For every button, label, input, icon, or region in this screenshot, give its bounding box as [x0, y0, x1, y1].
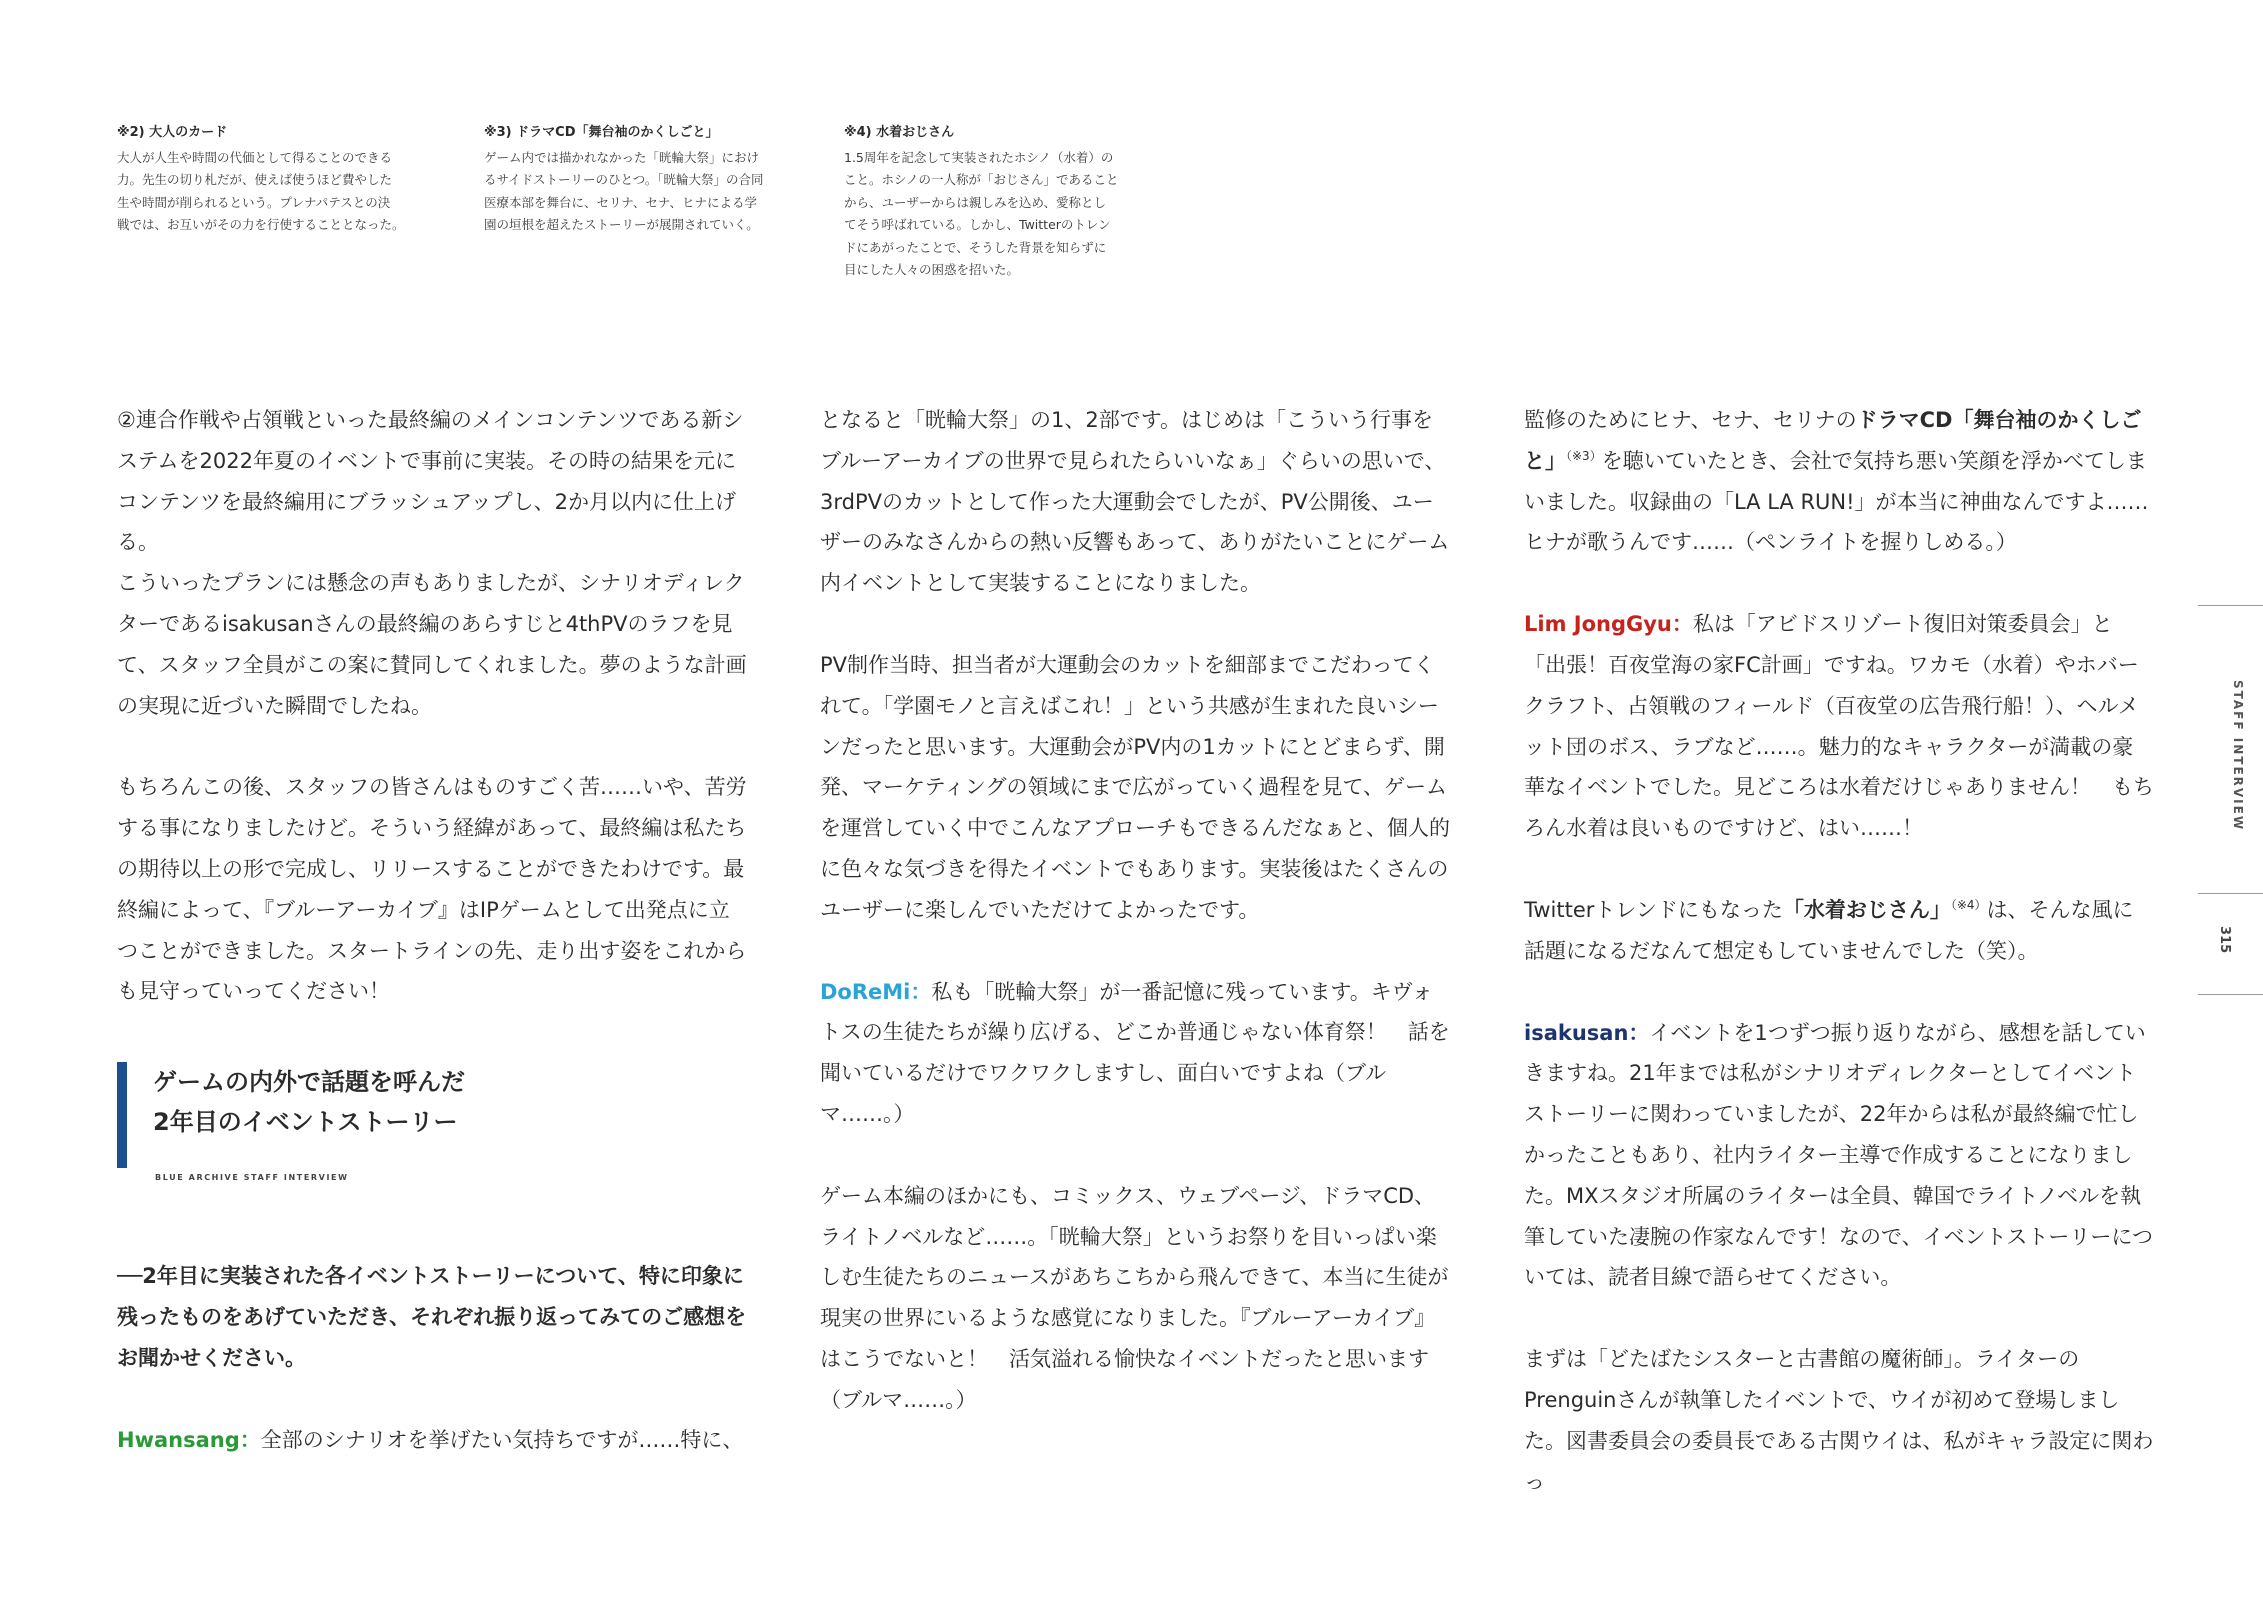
- footnote-line: から、ユーザーからは親しみを込め、愛称とし: [844, 194, 1107, 210]
- footnote-line: ゲーム内では描かれなかった「晄輪大祭」におけ: [484, 149, 760, 165]
- footnote-4: [844, 122, 1174, 282]
- speaker-paragraph: [117, 1420, 747, 1461]
- footnote-line: 生や時間が削られるという。プレナパテスとの決: [117, 194, 391, 210]
- speaker-paragraph: [1524, 1013, 2154, 1299]
- body-paragraph: こういったプランには懸念の声もありましたが、シナリオディレクターであるisakusanさんの最終編のあらすじと4thPVのラフを見て、スタッフ全員がこの案に賛同してくれました。夢のような計画の実現に近づいた瞬間でしたね。: [117, 571, 747, 718]
- body-paragraph: PV制作当時、担当者が大運動会のカットを細部までこだわってくれて。「学園モノと言えばこれ！」という共感が生まれた良いシーンだったと思います。大運動会がPV内の1カットにとどまらず、開発、マーケティングの領域にまで広がっていく過程を見て、ゲームを運営していく中でこんなアプローチもできるんだなぁと、個人的に色々な気づきを得たイベントでもあります。実装後はたくさんのユーザーに楽しんでいただけてよかったです。: [820, 652, 1450, 922]
- speaker-text: 私も「晄輪大祭」が一番記憶に残っています。キヴォトスの生徒たちが繰り広げる、どこか普通じゃない体育祭！ 話を聞いているだけでワクワクしますし、面白いですよね（ブルマ……。）: [820, 979, 1450, 1126]
- speaker-name: Hwansang：: [117, 1427, 261, 1452]
- interview-question: ──2年目に実装された各イベントストーリーについて、特に印象に残ったものをあげていただき、それぞれ振り返ってみてのご感想をお聞かせください。: [117, 1264, 747, 1370]
- footnote-line: 戦では、お互いがその力を行使することとなった。: [117, 217, 405, 232]
- speaker-name: isakusan：: [1524, 1020, 1650, 1045]
- speaker-text: 私は「アビドスリゾート復旧対策委員会」と「出張！百夜堂海の家FC計画」ですね。ワカモ（水着）やホバークラフト、占領戦のフィールド（百夜堂の広告飛行船！）、ヘルメット団のボス、ラブなど……。魅力的なキャラクターが満載の豪華なイベントでした。見どころは水着だけじゃありません！ もちろん水着は良いものですけど、はい……！: [1524, 612, 2154, 841]
- speaker-name: Lim JongGyu：: [1524, 612, 1693, 637]
- article-column-1: [117, 400, 747, 1501]
- footnote-line: ドにあがったことで、そうした背景を知らずに: [844, 239, 1107, 255]
- heading-line: ゲームの内外で話題を呼んだ: [153, 1068, 465, 1097]
- footnote-line: 医療本部を舞台に、セリナ、セナ、ヒナによる学: [484, 194, 758, 210]
- footnote-ref: （※3）: [1566, 448, 1602, 463]
- section-heading: [117, 1062, 747, 1183]
- text-run: 監修のためにヒナ、セナ、セリナの: [1524, 408, 1857, 432]
- footnote-line: るサイドストーリーのひとつ。「晄輪大祭」の合同: [484, 172, 764, 187]
- body-paragraph: もちろんこの後、スタッフの皆さんはものすごく苦……いや、苦労する事になりましたけど。そういう経緯があって、最終編は私たちの期待以上の形で完成し、リリースすることができたわけです。最終編によって、『ブルーアーカイブ』はIPゲームとして出発点に立つことができました。スタートラインの先、走り出す姿をこれからも見守っていってください！: [117, 775, 747, 1004]
- heading-title: [153, 1062, 465, 1142]
- footnote-line: 園の垣根を超えたストーリーが展開されていく。: [484, 217, 759, 232]
- footnote-title: ※4) 水着おじさん: [844, 125, 955, 140]
- body-paragraph: となると「晄輪大祭」の1、2部です。はじめは「こういう行事をブルーアーカイブの世界で見られたらいいなぁ」ぐらいの思いで、3rdPVのカットとして作った大運動会でしたが、PV公開後、ユーザーのみなさんからの熱い反響もあって、ありがたいことにゲーム内イベントとして実装することになりました。: [820, 408, 1450, 596]
- footnote-line: 大人が人生や時間の代価として得ることのできる: [117, 149, 393, 165]
- footnote-title: ※2) 大人のカード: [117, 125, 228, 140]
- footnote-line: 力。先生の切り札だが、使えば使うほど費やした: [117, 172, 393, 187]
- footnote-ref: （※4）: [1950, 897, 1987, 912]
- footnote-3: [484, 122, 814, 237]
- footnote-line: 目にした人々の困惑を招いた。: [844, 262, 1020, 277]
- footnote-line: 1.5周年を記念して実装されたホシノ（水着）の: [844, 149, 1114, 165]
- heading-line: 2年目のイベントストーリー: [153, 1108, 458, 1137]
- body-paragraph: まずは「どたばたシスターと古書館の魔術師」。ライターのPrenguinさんが執筆したイベントで、ウイが初めて登場しました。図書委員会の委員長である古関ウイは、私がキャラ設定に関わっ: [1524, 1347, 2154, 1494]
- text-run: Twitterトレンドにもなった: [1524, 897, 1783, 922]
- speaker-name: DoReMi：: [820, 979, 932, 1004]
- bold-title: 「水着おじさん」: [1782, 897, 1951, 922]
- margin-rule-top: [2198, 605, 2263, 606]
- bold-title: ドラマCD「舞台袖のかくしごと」: [1524, 408, 2142, 473]
- body-paragraph: [1524, 400, 2154, 563]
- body-paragraph: ②連合作戦や占領戦といった最終編のメインコンテンツである新システムを2022年夏のイベントで事前に実装。その時の結果を元にコンテンツを最終編用にブラッシュアップし、2か月以内に仕上げる。: [117, 408, 744, 555]
- speaker-paragraph: [820, 972, 1450, 1135]
- margin-rule-bottom: [2198, 994, 2263, 995]
- footnote-line: てそう呼ばれている。しかし、Twitterのトレン: [844, 217, 1111, 232]
- footnote-2: [117, 122, 447, 237]
- text-run: は、そんな風に話題になるだなんて想定もしていませんでした（笑）。: [1524, 897, 2134, 963]
- speaker-text: 全部のシナリオを挙げたい気持ちですが……特に、: [260, 1427, 744, 1452]
- text-run: を聴いていたとき、会社で気持ち悪い笑顔を浮かべてしまいました。収録曲の「LA LA RUN!」が本当に神曲なんですよ……ヒナが歌うんです……（ペンライトを握りしめる。）: [1524, 448, 2149, 555]
- page-number: 315: [2217, 926, 2232, 954]
- section-label: STAFF INTERVIEW: [2231, 680, 2245, 832]
- heading-subtitle: BLUE ARCHIVE STAFF INTERVIEW: [155, 1173, 349, 1183]
- speaker-text: イベントを1つずつ振り返りながら、感想を話していきますね。21年までは私がシナリオディレクターとしてイベントストーリーに関わっていましたが、22年からは私が最終編で忙しかったこともあり、社内ライター主導で作成することになりました。MXスタジオ所属のライターは全員、韓国でライトノベルを執筆していた凄腕の作家なんです！なので、イベントストーリーについては、読者目線で語らせてください。: [1524, 1020, 2153, 1290]
- speaker-paragraph: [1524, 604, 2154, 849]
- article-column-3: [1524, 400, 2154, 1543]
- body-paragraph: ゲーム本編のほかにも、コミックス、ウェブページ、ドラマCD、ライトノベルなど……。「晄輪大祭」というお祭りを目いっぱい楽しむ生徒たちのニュースがあちこちから飛んできて、本当に生徒が現実の世界にいるような感覚になりました。『ブルーアーカイブ』はこうでないと！ 活気溢れる愉快なイベントだったと思います（ブルマ……。）: [820, 1183, 1449, 1412]
- margin-rule-middle: [2198, 893, 2263, 894]
- heading-accent-bar: [117, 1062, 127, 1168]
- body-paragraph: [1524, 890, 2154, 972]
- footnote-line: こと。ホシノの一人称が「おじさん」であること: [844, 172, 1119, 187]
- footnote-title: ※3) ドラマCD「舞台袖のかくしごと」: [484, 125, 719, 140]
- article-column-2: [820, 400, 1450, 1462]
